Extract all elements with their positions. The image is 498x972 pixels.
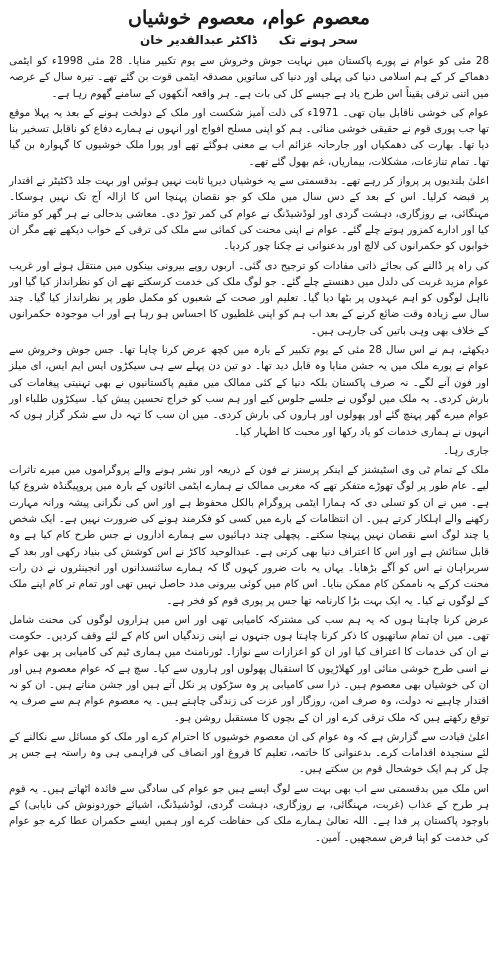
article-paragraph: جاری رہا۔: [443, 444, 489, 457]
article-paragraph: اعلیٰ بلندیوں پر پرواز کر رہے تھے۔ بدقسمتی سے یہ خوشیاں دیرپا ثابت نہیں ہوئیں اور بہت جلد ڈکٹیٹر نے اقتدار پر قبضہ کرلیا۔ اس کے بعد کے دس سال میں ملک کو جو نقصان پہنچا اس کا ازالہ آج تک نہیں ہوسکا۔ مہنگائی، بے روزگاری، دہشت گردی اور لوڈشیڈنگ نے عوام کی کمر توڑ دی۔ معاشی بدحالی نے ہر گھر کو متاثر کیا اور ادارے کمزور ہوتے چلے گئے۔ عوام نے اپنی محنت کی کمائی سے ملک کی ترقی کے خواب دیکھے تھے مگر ان خوابوں کو حکمرانوں کی لالچ اور بدعنوانی نے چکنا چور کردیا۔: [9, 175, 489, 253]
article-paragraph: دیکھئے، ہم نے اس سال 28 مئی کے یوم تکبیر کے بارہ میں کچھ عرض کرنا چاہا تھا۔ جس جوش وخروش سے عوام نے پورے ملک میں یہ جشن منایا وہ قابل دید تھا۔ دو تین دن پہلے سے ہی سیکڑوں ایس ایم ایس، ای میلز اور فون آنے لگے۔ نہ صرف پاکستان بلکہ دنیا کے کئی ممالک میں مقیم پاکستانیوں نے بھی تہنیتی پیغامات کی بارش کردی۔ یہ ملک میں لوگوں نے جلسے جلوس کیے اور ہم سب کو خراج تحسین پیش کیا۔ سیکڑوں طلباء اور عوام میرے گھر پہنچ گئے اور پھولوں اور ہاروں کی بارش کردی۔ میں ان سب کا تہہ دل سے شکر گزار ہوں کہ انہوں نے ہماری خدمات کو یاد رکھا اور محبت کا اظہار کیا۔: [9, 344, 489, 438]
article-paragraph: ملک کے تمام ٹی وی اسٹیشنز کے اینکر پرسنز نے فون کے ذریعہ اور نشر ہونے والے پروگراموں میں میرے تاثرات لیے۔ عام طور پر لوگ تھوڑے متفکر تھے کہ مغربی ممالک نے ہمارے ایٹمی اثاثوں کے بارہ میں پروپیگنڈہ شروع کیا ہے۔ میں نے ان کو تسلی دی کہ ہمارا ایٹمی پروگرام بالکل محفوظ ہے اور اس کی نگرانی پیشہ ورانہ مہارت رکھنے والے اہلکار کرتے ہیں۔ ان انتظامات کے بارے میں کسی کو فکرمند ہونے کی ضرورت نہیں ہے۔ ایک شخص یا چند لوگ اسے نقصان نہیں پہنچا سکتے۔ پچھلی چند دہائیوں سے ہمارے اداروں نے جس طرح کام کیا ہے وہ قابل ستائش ہے اور اس کا اعتراف دنیا بھی کرتی ہے۔ عبدالوحید کاکڑ نے اس کوشش کی بنیاد رکھی اور بعد کے سربراہان نے اس کو آگے بڑھایا۔ یہاں یہ بات ضرور کہوں گا کہ ہمارے سائنسدانوں اور انجینئروں نے دن رات محنت کرکے یہ ناممکن کام ممکن بنایا۔ اس کام میں کوئی بیرونی مدد حاصل نہیں تھی اور تمام تر کام اپنے ملک کے لوگوں نے کیا۔ یہ ایک بہت بڑا کارنامہ تھا جس پر پوری قوم کو فخر ہے۔: [9, 464, 489, 607]
article-paragraph: اس ملک میں بدقسمتی سے اب بھی بہت سے لوگ ایسے ہیں جو عوام کی سادگی سے فائدہ اٹھاتے ہیں۔ یہ قوم ہر طرح کے عذاب (غربت، مہنگائی، بے روزگاری، دہشت گردی، لوڈشیڈنگ، اشیائے خوردونوش کی نایابی) کے باوجود پاکستان پر فدا ہے۔ اللہ تعالیٰ ہمارے ملک کی حفاظت کرے اور ہمیں ایسے حکمران عطا کرے جو عوام کی خدمت کو اپنا فرض سمجھیں۔ آمین۔: [9, 782, 489, 844]
article-title: معصوم عوام، معصوم خوشیاں: [128, 7, 370, 29]
article-paragraph: عرض کرنا چاہتا ہوں کہ یہ ہم سب کی مشترکہ کامیابی تھی اور اس میں ہزاروں لوگوں کی محنت شامل تھی۔ میں ان تمام ساتھیوں کا ذکر کرنا چاہتا ہوں جنہوں نے اپنی زندگیاں اس کام کے لئے وقف کردیں۔ حکومت نے ان کی خدمات کا اعتراف کیا اور ان کو اعزازات سے نوازا۔ ٹورنامنٹ میں ہماری ٹیم کی کامیابی پر بھی عوام نے اسی طرح خوشی منائی اور کھلاڑیوں کا استقبال پھولوں اور ہاروں سے کیا۔ سچ ہے کہ عوام معصوم ہیں اور ان کی خوشیاں بھی معصوم ہیں۔ ذرا سی کامیابی پر وہ سڑکوں پر نکل آتے ہیں اور جشن مناتے ہیں۔ ان کو نہ اقتدار چاہیے نہ دولت، وہ صرف امن، روزگار اور عزت کی زندگی چاہتے ہیں۔ یہ معصوم عوام ہم سے صرف یہ توقع رکھتے ہیں کہ ملک ترقی کرے اور ان کے بچوں کا مستقبل روشن ہو۔: [9, 613, 489, 724]
article-body: [9, 53, 489, 846]
article-paragraph: عوام کی خوشی ناقابل بیان تھی۔ 1971ء کی ذلت آمیز شکست اور ملک کے دولخت ہونے کے بعد یہ پہلا موقع تھا جب پوری قوم نے حقیقی خوشی منائی۔ ہم کو اپنی مسلح افواج اور انہوں نے ہمارے دفاع کو ناقابل تسخیر بنا دیا تھا۔ بھارت کی دھمکیاں اور جارحانہ عزائم اب بے معنی ہوگئے تھے اور پورا ملک خوشیوں کا گہوارہ بن گیا تھا۔ تمام تنازعات، مشکلات، بیماریاں، غم بھول گئے تھے۔: [8, 106, 489, 168]
author-name: ڈاکٹر عبدالقدیر خان: [140, 33, 257, 47]
byline: [9, 32, 489, 49]
column-tagline: سحر ہونے تک: [278, 33, 358, 47]
article-paragraph: اعلیٰ قیادت سے گزارش ہے کہ وہ عوام کی ان معصوم خوشیوں کا احترام کرے اور ملک کو مسائل سے نکالنے کے لئے سنجیدہ اقدامات کرے۔ بدعنوانی کا خاتمہ، تعلیم کا فروغ اور انصاف کی فراہمی ہی وہ راستہ ہے جس پر چل کر ہم ایک خوشحال قوم بن سکتے ہیں۔: [9, 730, 489, 776]
article-paragraph: 28 مئی کو عوام نے پورے پاکستان میں نہایت جوش وخروش سے یوم تکبیر منایا۔ 28 مئی 1998ء کو ایٹمی دھماکے کر کے ہم اسلامی دنیا کی پہلی اور دنیا کی ساتویں مصدقہ ایٹمی قوت بن گئے تھے۔ تیرہ سال کے عرصہ میں اتنی ترقی یقیناً اس طرح یاد ہے جیسے کل کی بات ہے۔ ہر واقعہ آنکھوں کے سامنے گھوم رہا ہے۔: [9, 55, 489, 100]
article-paragraph: کی راہ پر ڈالنے کی بجائے ذاتی مفادات کو ترجیح دی گئی۔ اربوں روپے بیرونی بینکوں میں منتقل ہوئے اور غریب عوام مزید غربت کی دلدل میں دھنستے چلے گئے۔ جو لوگ ملک کی خدمت کرسکتے تھے ان کو نظرانداز کیا گیا اور نااہل لوگوں کو اہم عہدوں پر بٹھا دیا گیا۔ تعلیم اور صحت کے شعبوں کو مکمل طور پر نظرانداز کیا گیا۔ چند سال سے زیادہ وقت ضائع کرنے کے بعد اب ہم کو اپنی غلطیوں کا احساس ہو رہا ہے اور اب موجودہ حکمرانوں کے خلاف بھی وہی باتیں کی جارہی ہیں۔: [9, 259, 489, 337]
